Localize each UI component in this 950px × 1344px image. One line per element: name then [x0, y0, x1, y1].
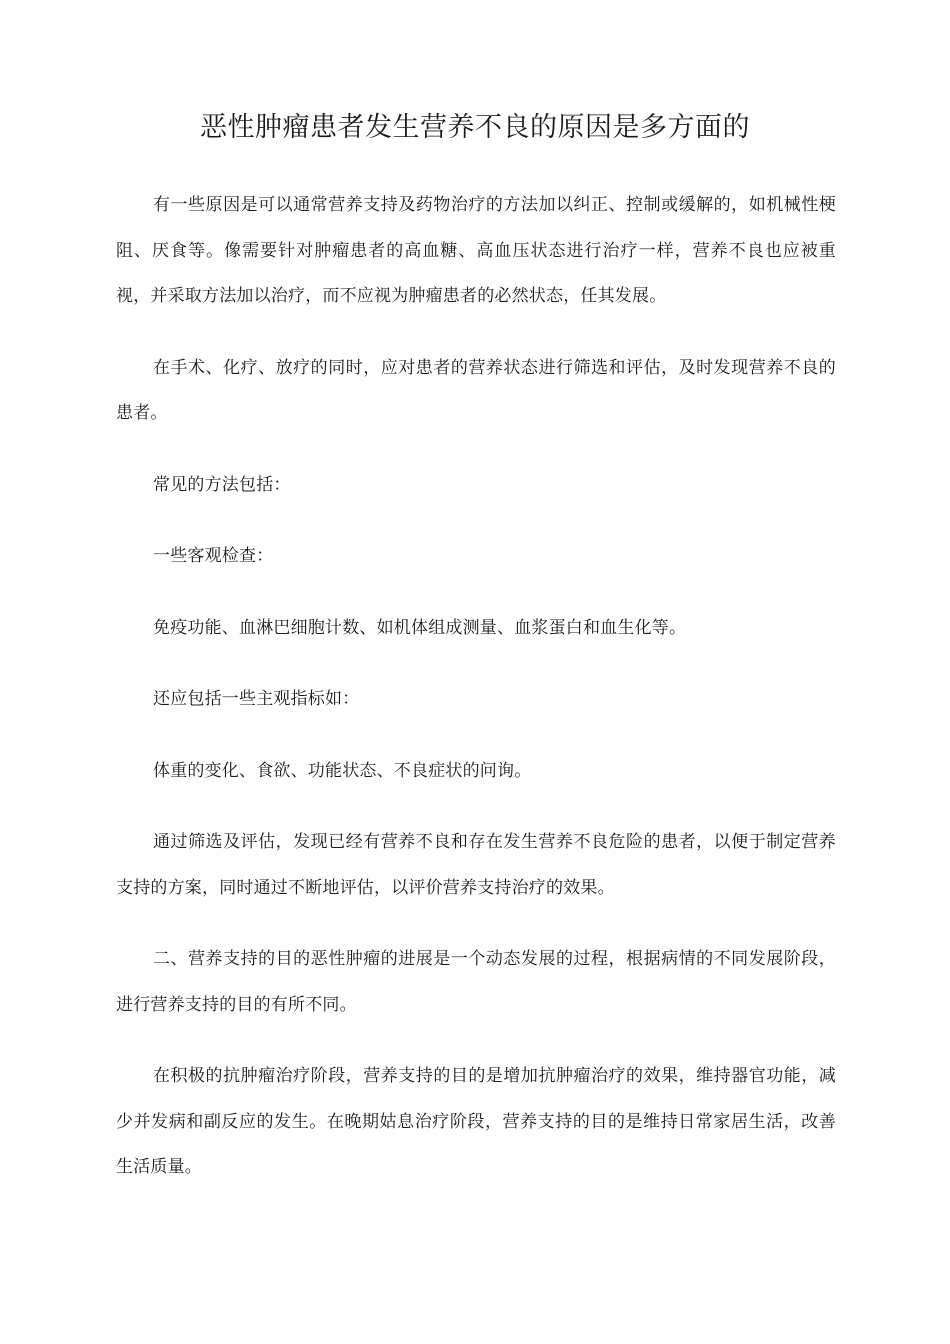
- paragraph-support-goals: 二、营养支持的目的恶性肿瘤的进展是一个动态发展的过程，根据病情的不同发展阶段，进行营养支持的目的有所不同。: [116, 949, 836, 1015]
- paragraph-evaluation: 通过筛选及评估，发现已经有营养不良和存在发生营养不良危险的患者，以便于制定营养支持的方案，同时通过不断地评估，以评价营养支持治疗的效果。: [116, 832, 836, 898]
- paragraph-subjective-intro: 还应包括一些主观指标如：: [153, 689, 360, 709]
- paragraph-treatment-stages: 在积极的抗肿瘤治疗阶段，营养支持的目的是增加抗肿瘤治疗的效果，维持器官功能，减少并发病和副反应的发生。在晚期姑息治疗阶段，营养支持的目的是维持日常家居生活，改善生活质量。: [116, 1066, 836, 1177]
- paragraph-subjective-list: 体重的变化、食欲、功能状态、不良症状的问询。: [153, 760, 532, 781]
- paragraph-causes: 有一些原因是可以通常营养支持及药物治疗的方法加以纠正、控制或缓解的，如机械性梗阻、厌食等。像需要针对肿瘤患者的高血糖、高血压状态进行治疗一样，营养不良也应被重视，并采取方法加以治疗，而不应视为肿瘤患者的必然状态，任其发展。: [116, 195, 836, 306]
- document-title: 恶性肿瘤患者发生营养不良的原因是多方面的: [200, 112, 750, 143]
- document-body: [116, 183, 836, 1217]
- paragraph-objective-list: 免疫功能、血淋巴细胞计数、如机体组成测量、血浆蛋白和血生化等。: [153, 617, 687, 638]
- paragraph-screening: 在手术、化疗、放疗的同时，应对患者的营养状态进行筛选和评估，及时发现营养不良的患者。: [116, 357, 836, 423]
- paragraph-objective-checks: 一些客观检查：: [153, 546, 274, 566]
- paragraph-methods-intro: 常见的方法包括：: [153, 474, 291, 495]
